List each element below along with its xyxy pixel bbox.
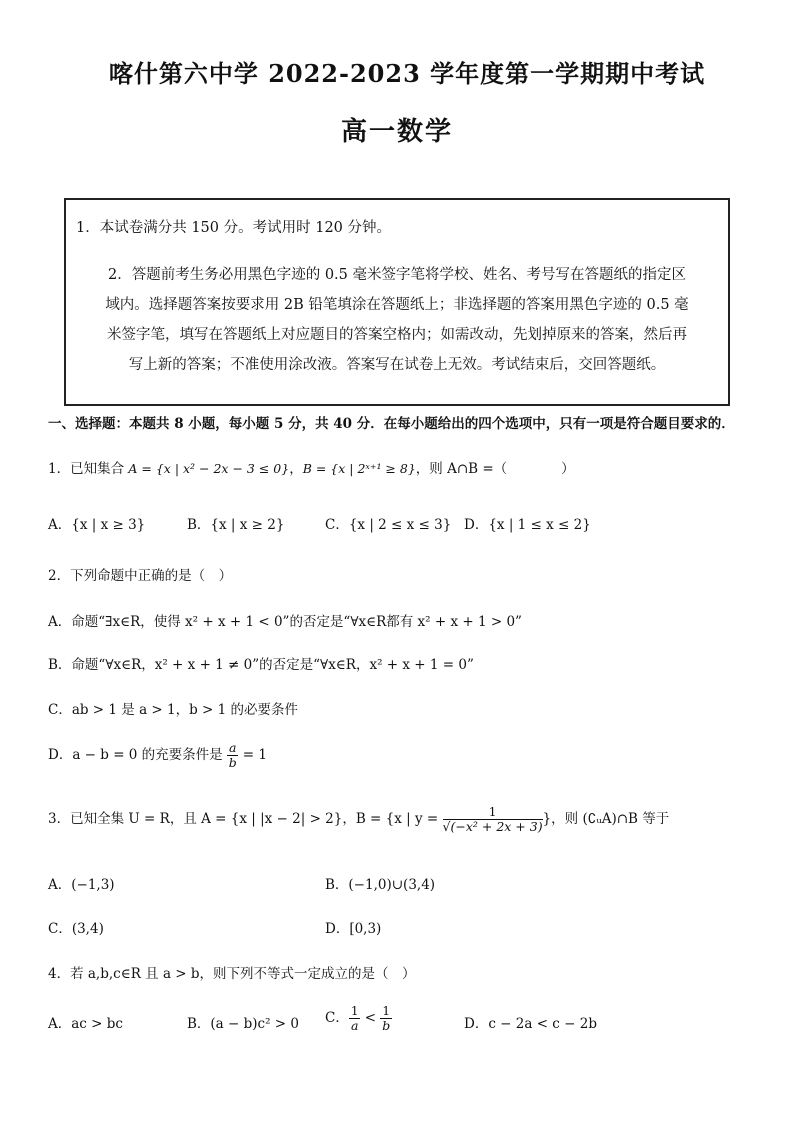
q1-option-b: B．{x | x ≥ 2} [187, 517, 285, 533]
q2-option-b: B．命题“∀x∈R，x² + x + 1 ≠ 0”的否定是“∀x∈R，x² + x + 1 = 0” [48, 657, 474, 673]
q3-option-b: B．(−1,0)∪(3,4) [325, 877, 436, 893]
q1-option-d: D．{x | 1 ≤ x ≤ 2} [464, 517, 591, 533]
q2-option-d-fraction [227, 741, 238, 770]
q4-fraction-1 [349, 1004, 361, 1033]
q1-set-b: B = {x | 2ˣ⁺¹ ≥ 8} [302, 461, 416, 476]
q3-stem-end: }，则 (∁ᵤA)∩B 等于 [542, 811, 670, 827]
q1-stem-start: 1．已知集合 [48, 461, 129, 477]
q4-option-b: B．(a − b)c² > 0 [187, 1016, 299, 1032]
instruction-1: 1．本试卷满分共 150 分。考试用时 120 分钟。 [76, 220, 392, 236]
q1-option-c: C．{x | 2 ≤ x ≤ 3} [325, 517, 452, 533]
instruction-2-line-4: 写上新的答案；不准使用涂改液。答案写在试卷上无效。考试结束后，交回答题纸。 [128, 357, 666, 373]
q3-fraction-denominator: √(−x² + 2x + 3) [442, 819, 543, 834]
instruction-2 [76, 260, 718, 380]
q2-option-d-end: = 1 [238, 747, 267, 763]
q4-option-a: A．ac > bc [48, 1016, 123, 1032]
q4-option-d: D．c − 2a < c − 2b [464, 1016, 597, 1032]
q4-option-c-label: C． [325, 1010, 349, 1026]
q3-fraction [443, 805, 543, 834]
instructions-box [64, 198, 730, 406]
q2-fraction-numerator: a [228, 740, 237, 755]
q1-stem-sep: ， [289, 461, 303, 477]
exam-subject: 高一数学 [340, 117, 453, 147]
q4-fraction-2-numerator: 1 [382, 1004, 391, 1018]
q2-option-d [48, 741, 267, 770]
q4-fraction-2 [380, 1004, 392, 1033]
instruction-2-line-2: 域内。选择题答案按要求用 2B 铅笔填涂在答题纸上；非选择题的答案用黑色字迹的 0.5 毫 [105, 297, 689, 313]
q1-option-a: A．{x | x ≥ 3} [48, 517, 146, 533]
q2-fraction-denominator: b [228, 755, 237, 770]
q4-fraction-1-denominator: a [350, 1018, 359, 1033]
question-1-stem [48, 457, 575, 477]
question-2-stem: 2．下列命题中正确的是（ ） [48, 568, 233, 584]
instruction-2-line-3: 米签字笔，填写在答题纸上对应题目的答案空格内；如需改动，先划掉原来的答案，然后再 [107, 327, 687, 343]
q4-fraction-2-denominator: b [382, 1018, 391, 1033]
exam-title: 喀什第六中学 2022-2023 学年度第一学期期中考试 [108, 59, 706, 88]
q4-option-c [325, 1004, 392, 1033]
question-4-stem: 4．若 a,b,c∈R 且 a > b，则下列不等式一定成立的是（ ） [48, 966, 416, 982]
section-heading: 一、选择题：本题共 8 小题，每小题 5 分，共 40 分．在每小题给出的四个选项中，只有一项是符合题目要求的． [48, 416, 735, 432]
q3-option-c: C．(3,4) [48, 921, 104, 937]
q1-set-a: A = {x | x² − 2x − 3 ≤ 0} [128, 461, 290, 476]
q2-option-c: C．ab > 1 是 a > 1，b > 1 的必要条件 [48, 702, 299, 718]
instruction-2-line-1: 2．答题前考生务必用黑色字迹的 0.5 毫米签字笔将学校、姓名、考号写在答题纸的指定区 [108, 267, 686, 283]
q3-stem-start: 3．已知全集 U = R，且 A = {x | |x − 2| > 2}，B = {x | y = [48, 811, 443, 827]
q3-option-a: A．(−1,3) [48, 877, 115, 893]
q4-fraction-1-numerator: 1 [350, 1004, 359, 1018]
q1-stem-end: ，则 A∩B =（ ） [415, 461, 575, 477]
q2-option-a: A．命题“∃x∈R，使得 x² + x + 1 < 0”的否定是“∀x∈R都有 x² + x + 1 > 0” [48, 614, 522, 630]
q3-fraction-numerator: 1 [443, 805, 543, 820]
question-3-stem [48, 805, 669, 834]
q3-option-d: D．[0,3) [325, 921, 382, 937]
q2-option-d-start: D．a − b = 0 的充要条件是 [48, 747, 227, 763]
q4-less-than: < [360, 1010, 381, 1026]
